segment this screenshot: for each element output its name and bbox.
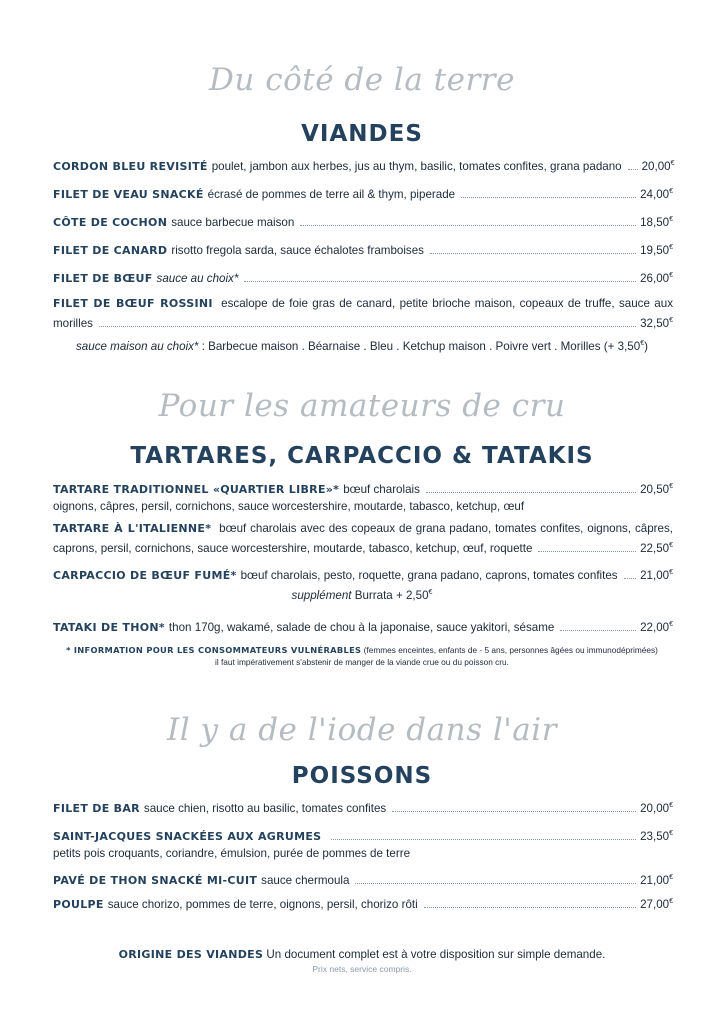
item-desc: sauce chermoula — [261, 873, 350, 887]
item-name: FILET DE VEAU SNACKÉ — [53, 187, 204, 201]
supplement-note: supplément Burrata + 2,50€ — [291, 589, 433, 602]
menu-item-pave-thon — [53, 869, 673, 889]
menu-item-tartare-traditionnel — [53, 478, 673, 515]
item-price: 22,50€ — [640, 541, 673, 555]
item-price: 27,00€ — [640, 897, 673, 911]
section-script-title-iode: Il y a de l'iode dans l'air — [166, 712, 558, 748]
item-price: 21,00€ — [640, 568, 673, 582]
item-name: POULPE — [53, 897, 104, 911]
section-heading-viandes: VIANDES — [301, 121, 423, 147]
menu-item-filet-canard — [53, 239, 673, 259]
item-desc: sauce chorizo, pommes de terre, oignons, persil, chorizo rôti — [107, 897, 418, 911]
menu-item-filet-boeuf — [53, 267, 673, 287]
menu-item-saint-jacques — [53, 825, 673, 862]
item-price: 24,00€ — [640, 187, 673, 201]
section-heading-tartares: TARTARES, CARPACCIO & TATAKIS — [130, 443, 594, 469]
item-name: CÔTE DE COCHON — [53, 215, 168, 229]
item-desc: poulet, jambon aux herbes, jus au thym, basilic, tomates confites, grana padano — [211, 159, 622, 173]
item-desc: bœuf charolais avec des copeaux de grana padano, tomates confites, oignons, câpres, — [219, 522, 673, 535]
section-heading-poissons: POISSONS — [291, 763, 433, 789]
item-name: SAINT-JACQUES SNACKÉES AUX AGRUMES — [53, 829, 322, 843]
item-price: 20,00€ — [641, 159, 675, 173]
item-desc: risotto fregola sarda, sauce échalotes framboises — [171, 243, 424, 257]
item-name: TARTARE TRADITIONNEL «QUARTIER LIBRE»* — [53, 482, 340, 496]
menu-item-cote-cochon — [53, 211, 673, 231]
menu-item-poulpe — [53, 893, 673, 913]
item-name: TARTARE À L'ITALIENNE* — [53, 522, 212, 535]
item-price: 22,00€ — [640, 620, 673, 634]
footer-prices-note: Prix nets, service compris. — [312, 964, 412, 974]
item-desc: sauce au choix* — [156, 271, 239, 285]
item-name: FILET DE BŒUF — [53, 271, 153, 285]
footer-meat-origin: ORIGINE DES VIANDES Un document complet est à votre disposition sur simple demande. — [118, 948, 606, 961]
section-script-title-terre: Du côté de la terre — [209, 62, 515, 98]
item-desc-cont: petits pois croquants, coriandre, émulsion, purée de pommes de terre — [53, 846, 411, 860]
item-price: 18,50€ — [640, 215, 673, 229]
vulnerable-consumers-note: * INFORMATION POUR LES CONSOMMATEURS VULNÉRABLES (femmes enceintes, enfants de - 5 ans, personnes âgées ou immunodéprimées) il faut impérativement s'abstenir de manger de la viande crue ou du poisson cru. — [66, 645, 658, 667]
item-price: 21,00€ — [640, 873, 673, 887]
item-price: 32,50€ — [640, 316, 673, 330]
item-desc: écrasé de pommes de terre ail & thym, piperade — [207, 187, 456, 201]
item-price: 26,00€ — [640, 271, 673, 285]
menu-item-rossini — [53, 295, 673, 332]
menu-item-filet-bar — [53, 797, 673, 817]
item-desc: escalope de foie gras de canard, petite brioche maison, copeaux de truffe, sauce aux — [221, 297, 673, 310]
item-price: 19,50€ — [640, 243, 673, 257]
menu-item-filet-veau — [53, 183, 673, 203]
item-desc: sauce barbecue maison — [171, 215, 295, 229]
item-name: FILET DE CANARD — [53, 243, 168, 257]
item-name: TATAKI DE THON* — [53, 620, 165, 634]
menu-item-cordon-bleu — [53, 155, 673, 175]
item-price: 20,00€ — [640, 801, 673, 815]
menu-item-tataki — [53, 616, 673, 636]
item-desc: sauce chien, risotto au basilic, tomates confites — [143, 801, 387, 815]
item-desc-cont: caprons, persil, cornichons, sauce worcestershire, moutarde, tabasco, ketchup, œuf, roquette — [53, 541, 533, 555]
item-price: 20,50€ — [640, 482, 673, 496]
item-desc: bœuf charolais — [343, 482, 420, 496]
item-name: PAVÉ DE THON SNACKÉ MI-CUIT — [53, 873, 258, 887]
item-price: 23,50€ — [640, 829, 673, 843]
menu-item-carpaccio — [53, 564, 673, 584]
item-name: FILET DE BAR — [53, 801, 140, 815]
item-name: FILET DE BŒUF ROSSINI — [53, 297, 213, 310]
sauce-note: sauce maison au choix* : Barbecue maison . Béarnaise . Bleu . Ketchup maison . Poivre vert . Morilles (+ 3,50€) — [76, 340, 648, 353]
item-desc-cont: morilles — [53, 316, 93, 330]
item-name: CORDON BLEU REVISITÉ — [53, 159, 208, 173]
menu-item-tartare-italienne — [53, 520, 673, 557]
section-script-title-cru: Pour les amateurs de cru — [158, 388, 566, 424]
item-name: CARPACCIO DE BŒUF FUMÉ* — [53, 568, 237, 582]
item-desc: bœuf charolais, pesto, roquette, grana padano, caprons, tomates confites — [240, 568, 618, 582]
item-desc: thon 170g, wakamé, salade de chou à la japonaise, sauce yakitori, sésame — [168, 620, 555, 634]
item-desc-cont: oignons, câpres, persil, cornichons, sauce worcestershire, moutarde, tabasco, ketchup, œuf — [53, 499, 525, 513]
